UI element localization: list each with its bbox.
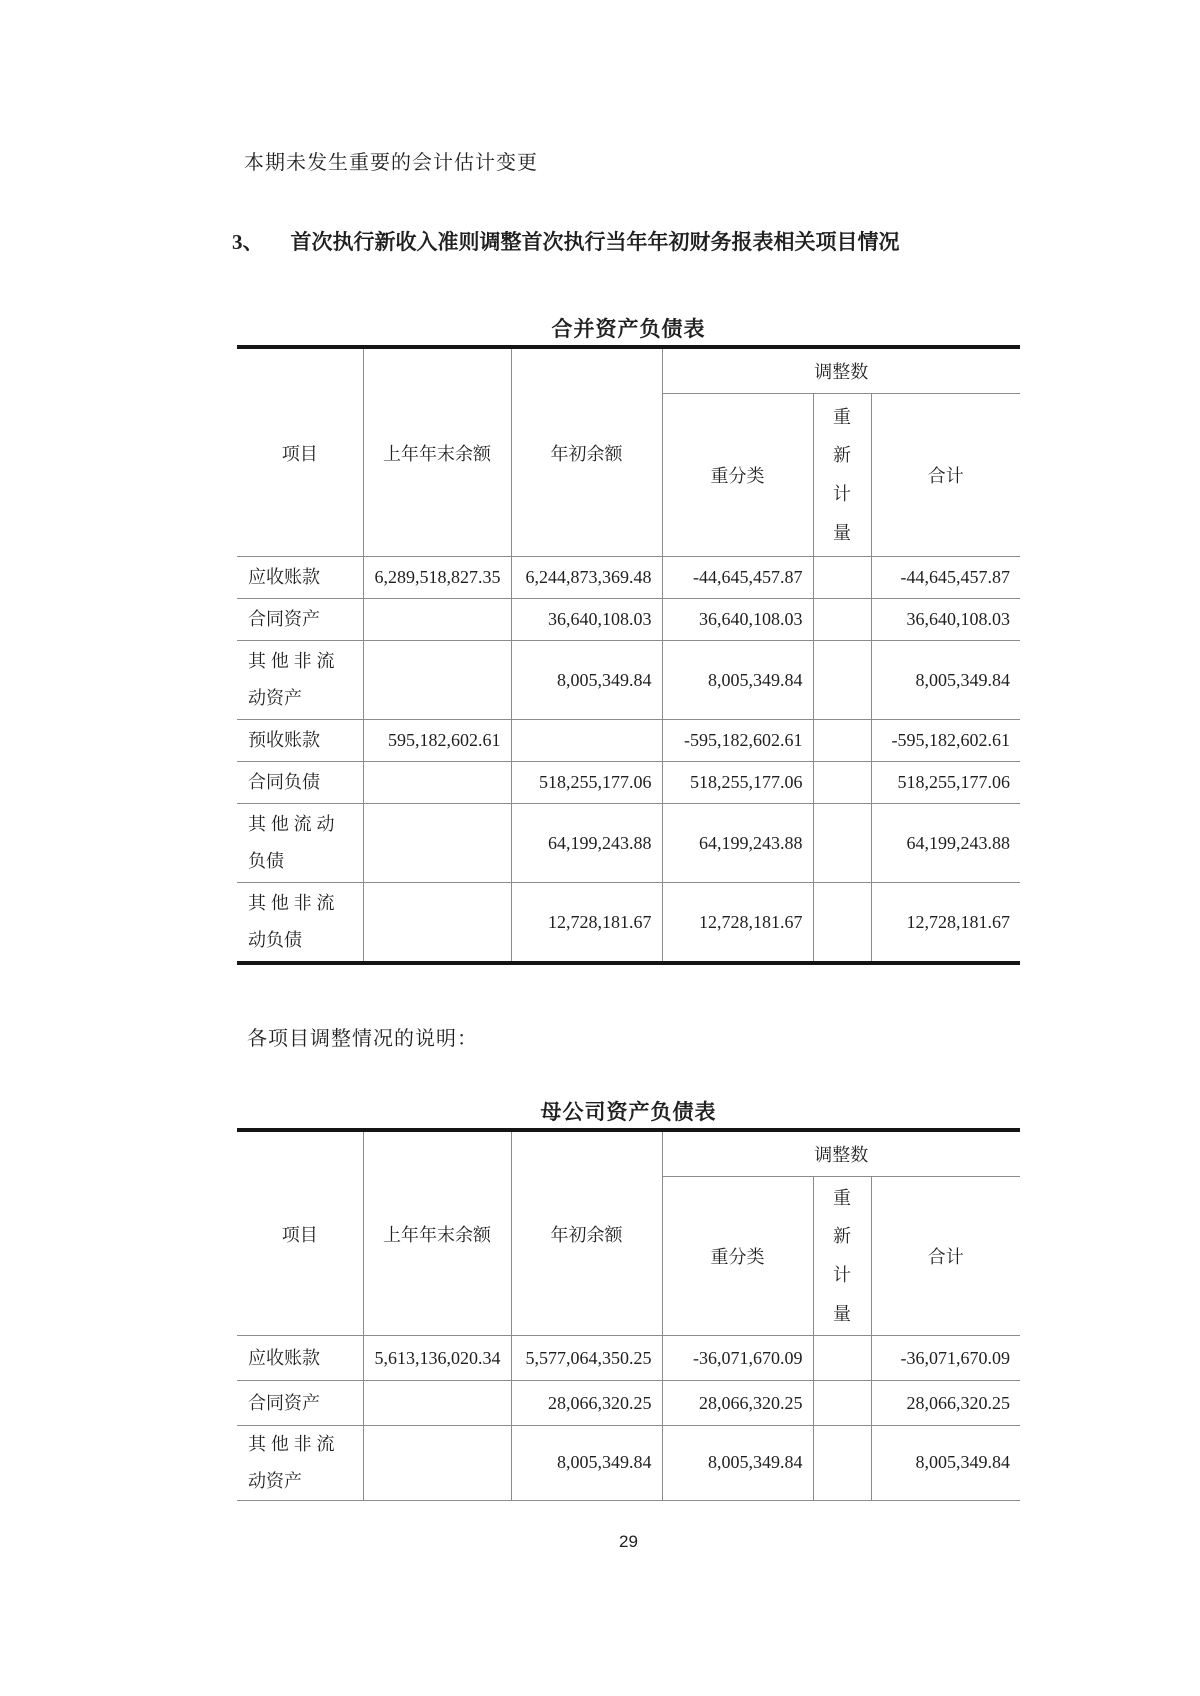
cell-value — [363, 804, 511, 883]
cell-value — [363, 599, 511, 641]
table-row — [237, 883, 1020, 964]
cell-value — [813, 599, 871, 641]
table-row — [237, 557, 1020, 599]
col-header-remeasurement: 重新计量 — [813, 1177, 871, 1336]
cell-value: 36,640,108.03 — [871, 599, 1020, 641]
col-header-item: 项目 — [237, 1130, 363, 1336]
cell-value — [813, 720, 871, 762]
cell-value: 8,005,349.84 — [511, 1426, 662, 1501]
table-row — [237, 1381, 1020, 1426]
table-header-row — [237, 347, 1020, 394]
cell-value: -44,645,457.87 — [871, 557, 1020, 599]
cell-value — [813, 762, 871, 804]
col-header-adjustments: 调整数 — [662, 347, 1020, 394]
row-label: 应收账款 — [237, 1336, 363, 1381]
section-heading — [232, 226, 900, 256]
cell-value — [813, 641, 871, 720]
cell-value — [363, 883, 511, 964]
cell-value: 12,728,181.67 — [511, 883, 662, 964]
row-label: 应收账款 — [237, 557, 363, 599]
cell-value: 64,199,243.88 — [662, 804, 813, 883]
cell-value: 64,199,243.88 — [511, 804, 662, 883]
consolidated-table-title: 合并资产负债表 — [551, 317, 706, 341]
cell-value: 518,255,177.06 — [511, 762, 662, 804]
row-label: 其他非流动资产 — [237, 1426, 363, 1501]
cell-value: -36,071,670.09 — [871, 1336, 1020, 1381]
cell-value: 28,066,320.25 — [662, 1381, 813, 1426]
cell-value — [813, 883, 871, 964]
table-header-row — [237, 1130, 1020, 1177]
cell-value: 8,005,349.84 — [662, 641, 813, 720]
cell-value: 28,066,320.25 — [511, 1381, 662, 1426]
cell-value: -595,182,602.61 — [662, 720, 813, 762]
cell-value — [813, 1381, 871, 1426]
parent-balance-sheet-section — [237, 1128, 1020, 1501]
col-header-item: 项目 — [237, 347, 363, 557]
cell-value: 6,244,873,369.48 — [511, 557, 662, 599]
col-header-adjustments: 调整数 — [662, 1130, 1020, 1177]
cell-value — [813, 1426, 871, 1501]
cell-value: 5,577,064,350.25 — [511, 1336, 662, 1381]
cell-value — [813, 804, 871, 883]
table-row — [237, 1426, 1020, 1501]
cell-value — [363, 1426, 511, 1501]
table-row — [237, 641, 1020, 720]
cell-value: 8,005,349.84 — [511, 641, 662, 720]
col-header-prior-year-end: 上年年末余额 — [363, 347, 511, 557]
col-header-beginning-of-year: 年初余额 — [511, 347, 662, 557]
table-row — [237, 762, 1020, 804]
cell-value: 8,005,349.84 — [871, 641, 1020, 720]
row-label: 其他流动负债 — [237, 804, 363, 883]
cell-value: 8,005,349.84 — [662, 1426, 813, 1501]
row-label: 其他非流动负债 — [237, 883, 363, 964]
cell-value — [363, 641, 511, 720]
adjustments-note: 各项目调整情况的说明： — [247, 1028, 478, 1050]
col-header-total: 合计 — [871, 1177, 1020, 1336]
cell-value: 28,066,320.25 — [871, 1381, 1020, 1426]
cell-value: 36,640,108.03 — [511, 599, 662, 641]
row-label: 其他非流动资产 — [237, 641, 363, 720]
consolidated-balance-sheet-section — [237, 345, 1020, 965]
cell-value: 36,640,108.03 — [662, 599, 813, 641]
row-label: 预收账款 — [237, 720, 363, 762]
cell-value: -595,182,602.61 — [871, 720, 1020, 762]
row-label: 合同资产 — [237, 1381, 363, 1426]
cell-value: -36,071,670.09 — [662, 1336, 813, 1381]
cell-value — [511, 720, 662, 762]
intro-paragraph: 本期未发生重要的会计估计变更 — [244, 152, 538, 174]
col-header-prior-year-end: 上年年末余额 — [363, 1130, 511, 1336]
section-number: 3、 — [232, 230, 264, 254]
col-header-beginning-of-year: 年初余额 — [511, 1130, 662, 1336]
table-row — [237, 599, 1020, 641]
cell-value: 64,199,243.88 — [871, 804, 1020, 883]
parent-company-balance-sheet-table — [237, 1128, 1020, 1501]
parent-table-title: 母公司资产负债表 — [540, 1100, 717, 1124]
cell-value: -44,645,457.87 — [662, 557, 813, 599]
table-row — [237, 1336, 1020, 1381]
cell-value — [363, 762, 511, 804]
cell-value: 6,289,518,827.35 — [363, 557, 511, 599]
col-header-reclassification: 重分类 — [662, 394, 813, 557]
section-title: 首次执行新收入准则调整首次执行当年年初财务报表相关项目情况 — [290, 230, 900, 254]
row-label: 合同负债 — [237, 762, 363, 804]
cell-value: 518,255,177.06 — [662, 762, 813, 804]
cell-value: 5,613,136,020.34 — [363, 1336, 511, 1381]
cell-value: 8,005,349.84 — [871, 1426, 1020, 1501]
cell-value: 12,728,181.67 — [871, 883, 1020, 964]
col-header-remeasurement: 重新计量 — [813, 394, 871, 557]
cell-value: 12,728,181.67 — [662, 883, 813, 964]
cell-value: 595,182,602.61 — [363, 720, 511, 762]
table-row — [237, 804, 1020, 883]
consolidated-balance-sheet-table — [237, 345, 1020, 965]
table-row — [237, 720, 1020, 762]
col-header-total: 合计 — [871, 394, 1020, 557]
cell-value: 518,255,177.06 — [871, 762, 1020, 804]
cell-value — [813, 557, 871, 599]
cell-value — [363, 1381, 511, 1426]
cell-value — [813, 1336, 871, 1381]
page-number: 29 — [619, 1532, 638, 1551]
row-label: 合同资产 — [237, 599, 363, 641]
col-header-reclassification: 重分类 — [662, 1177, 813, 1336]
